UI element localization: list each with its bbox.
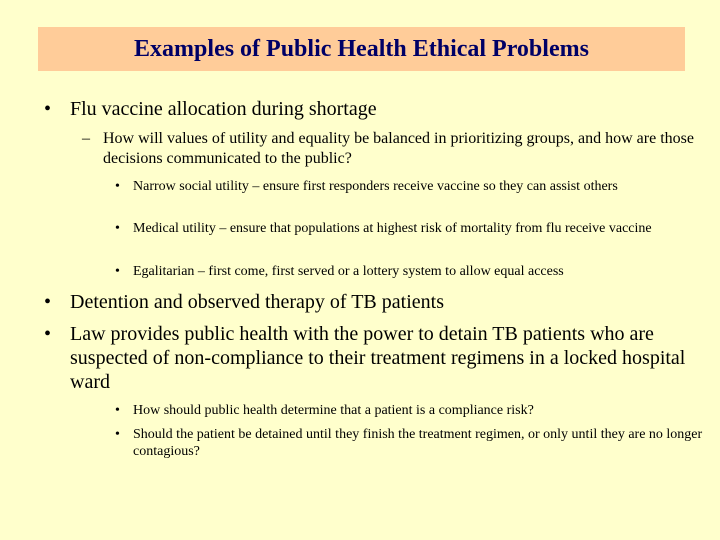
bullet-text: Should the patient be detained until they finish the treatment regimen, or only until they are no longer contagious? (133, 427, 703, 459)
bullet-text: Flu vaccine allocation during shortage (70, 98, 377, 120)
bullet-icon: • (115, 179, 120, 194)
bullet-icon: • (44, 291, 52, 313)
bullet-text: Detention and observed therapy of TB patients (70, 291, 444, 313)
bullet-text: Egalitarian – first come, first served or a lottery system to allow equal access (133, 264, 564, 279)
bullet-icon: • (44, 98, 52, 120)
subbullet-utility-equality (82, 129, 702, 169)
subsubbullet-narrow-utility (115, 178, 705, 195)
bullet-text: Narrow social utility – ensure first responders receive vaccine so they can assist others (133, 179, 618, 194)
bullet-icon: • (115, 403, 120, 418)
bullet-icon: • (44, 323, 52, 345)
subsubbullet-detention-duration (115, 426, 705, 460)
bullet-text: Medical utility – ensure that populations at highest risk of mortality from flu receive vaccine (133, 221, 652, 236)
bullet-text: How should public health determine that a patient is a compliance risk? (133, 403, 534, 418)
subsubbullet-medical-utility (115, 220, 705, 237)
bullet-tb-detention (44, 290, 704, 314)
bullet-icon: • (115, 221, 120, 236)
subsubbullet-egalitarian (115, 263, 705, 280)
subsubbullet-compliance-risk (115, 402, 705, 419)
bullet-icon: • (115, 264, 120, 279)
bullet-icon: • (115, 427, 120, 442)
bullet-flu-vaccine (44, 97, 704, 121)
title-banner (38, 27, 685, 71)
dash-icon: – (82, 130, 90, 147)
bullet-text: Law provides public health with the power to detain TB patients who are suspected of non-compliance to their treatment regimens in a locked hospital ward (70, 323, 686, 393)
bullet-text: How will values of utility and equality be balanced in prioritizing groups, and how are those decisions communicated to the public? (103, 130, 694, 167)
slide-title: Examples of Public Health Ethical Problems (134, 36, 589, 62)
bullet-law-power (44, 322, 704, 394)
